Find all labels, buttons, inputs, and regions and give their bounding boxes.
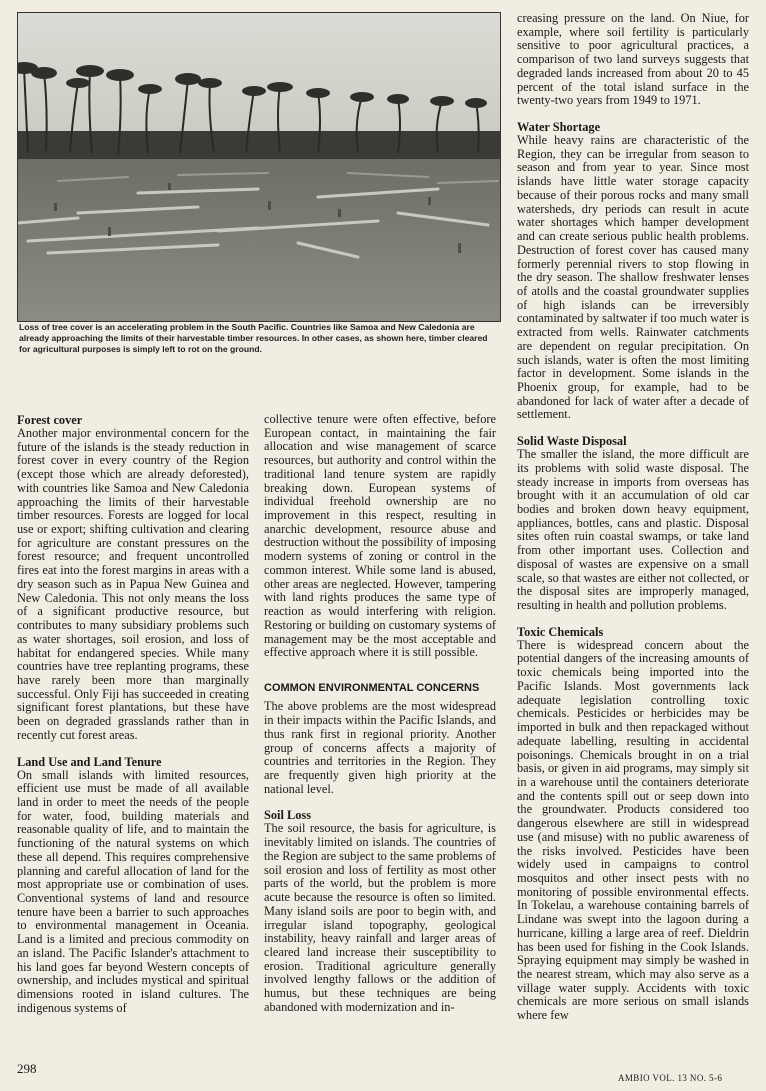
heading-solid-waste: Solid Waste Disposal	[517, 434, 627, 449]
column-1	[17, 413, 249, 1015]
common-concerns-text: The above problems are the most widespread in their impacts within the Pacific Islands, and thus rank first in regional priority. Another group of concerns affects a majority of countries and territories in the Region. They are frequently given high priority at the national level.	[264, 699, 496, 796]
heading-common-concerns: COMMON ENVIRONMENTAL CONCERNS	[264, 681, 480, 694]
toxic-chemicals-text: There is widespread concern about the potential dangers of the increasing amounts of toxic chemicals being imported into the Pacific Islands. Most governments lack adequate legislation controlling toxic chemicals. Pesticides or herbicides may be imported in bulk and then repackaged without adequate labelling, resulting in accidental poisonings. Chemicals brought in on a trial basis, or given in aid programs, may simply sit in a warehouse until the containers deteriorate and the contents spill out or seep down into the groundwater. Products considered too dangerous elsewhere are still in widespread use (and misuse) with no public awareness of the risks involved. Pesticides have been widely used in campaigns to control mosquitos and other insect pests with no monitoring of possible environmental effects. In Tokelau, a warehouse containing barrels of Lindane was swept into the lagoon during a hurricane, killing a large area of reef. Dieldrin has been used for fishing in the Cook Islands. Spraying equipment may simply be washed in the nearest stream, which may also serve as a village water supply. Accidents with toxic chemicals are more serious on small islands where few	[517, 637, 749, 1023]
cleared-forest-photo	[17, 12, 501, 322]
heading-forest-cover: Forest cover	[17, 413, 83, 427]
journal-citation: AMBIO VOL. 13 NO. 5-6	[618, 1073, 723, 1083]
soil-loss-text-1: The soil resource, the basis for agriculture, is inevitably limited on islands. The countries of the Region are subject to the same problems of soil erosion and loss of fertility as most other parts of the world, but the problem is more acute because the resource is often so limited. Many island soils are poor to begin with, and irregular island topography, geological instability, heavy rainfall and larger areas of cleared land increase their susceptibility to erosion. Traditional agriculture generally involved lengthy fallows or the addition of humus, but these techniques are being abandoned with modernization and in-	[264, 821, 496, 1014]
heading-land-use: Land Use and Land Tenure	[17, 754, 162, 769]
heading-soil-loss: Soil Loss	[264, 808, 311, 823]
heading-water-shortage: Water Shortage	[517, 120, 601, 135]
soil-loss-text-2: creasing pressure on the land. On Niue, for example, where soil fertility is particularly sensitive to poor agricultural practices, a comparison of two land surveys suggests that degraded lands increased from about 20 to 45 percent of the total island surface in the twenty-two years from 1949 to 1971.	[517, 11, 749, 108]
solid-waste-text: The smaller the island, the more difficult are its problems with solid waste disposal. The steady increase in imports from overseas has brought with it an accumulation of old car bodies and broken down heavy equipment, appliances, bottles, cans and plastic. Disposal sites often ruin coastal swamps, or take land from other important uses. Collection and disposal of wastes are expensive on a small scale, so that wastes are either not collected, or the disposal sites are improperly managed, resulting in health and pollution problems.	[517, 447, 749, 613]
forest-cover-text: Another major environmental concern for the future of the islands is the steady reduction in forest cover in every country of the Region (except those which are already deforested), with countries like Samoa and New Caledonia approaching the limits of their harvestable timber resources. Forests are logged for local use or export; shifting cultivation and clearing for agriculture are constant pressures on the forest resource; and frequent uncontrolled fires eat into the forest margins in areas with a dry season such as in Papua New Guinea and New Caledonia. This not only means the loss of a significant productive resource, but contributes to many subsidiary problems such as water shortages, soil erosion, and loss of habitat for endangered species. While many countries have tree replanting programs, these have rarely been more than marginally successful. Only Fiji has succeeded in creating significant forest plantations, but these have been on degraded grasslands rather than in recently cut forest areas.	[17, 426, 249, 742]
photo-caption: Loss of tree cover is an accelerating problem in the South Pacific. Countries like Samoa and New Caledonia are already approaching the limits of their harvestable timber resources. In other cases, as shown here, timber cleared for agricultural purposes is simply left to rot on the ground.	[19, 322, 488, 355]
page-number: 298	[17, 1061, 37, 1076]
land-use-text-2: collective tenure were often effective, before European contact, in maintaining the fair allocation and wise management of scarce resources, but authority and control within the traditional land tenure system are rapidly breaking down. European systems of individual freehold ownership are no improvement in this respect, resulting in anarchic development, resource abuse and destruction without the possibility of imposing modern systems of zoning or control in the common interest. While some land is abused, other areas are neglected. However, tampering with land rights produces the same type of reaction as would interfering with religion. Restoring or building on customary systems of management may be the most acceptable and effective approach where it is still possible.	[264, 412, 496, 660]
water-shortage-text: While heavy rains are characteristic of the Region, they can be irregular from season to season and from year to year. Since most islands have little water storage capacity because of their porous rocks and many small watersheds, dry periods can result in acute water shortages which hamper development and can create serious public health problems. Destruction of forest cover has caused many formerly perennial rivers to stop flowing in the dry season. The shallow freshwater lenses of atolls and the coastal groundwater supplies of high islands can be irreversibly contaminated by saltwater if too much water is extracted from wells. Rainwater catchments are dependent on regular precipitation. On such islands, water is often the most limiting factor in development. Some islands in the Phoenix group, for example, had to be abandoned for lack of water after a decade of settlement.	[517, 133, 749, 422]
land-use-text-1: On small islands with limited resources, efficient use must be made of all available land in order to meet the needs of the people for water, food, building materials and reasonable quality of life, and to maintain the functioning of the natural systems on which these all depend. This requires comprehensive planning and careful allocation of land for the most appropriate use or combination of uses. Conventional systems of land and resource tenure have been a barrier to such approaches to environmental management in Oceania. Land is a limited and precious commodity on an island. The Pacific Islander's attachment to his land goes far beyond Western concepts of ownership, and includes mystical and spiritual dimensions rooted in island cultures. The indigenous systems of	[17, 767, 249, 1015]
column-2	[264, 413, 496, 1015]
heading-toxic-chemicals: Toxic Chemicals	[517, 624, 604, 639]
column-3	[517, 12, 749, 1023]
